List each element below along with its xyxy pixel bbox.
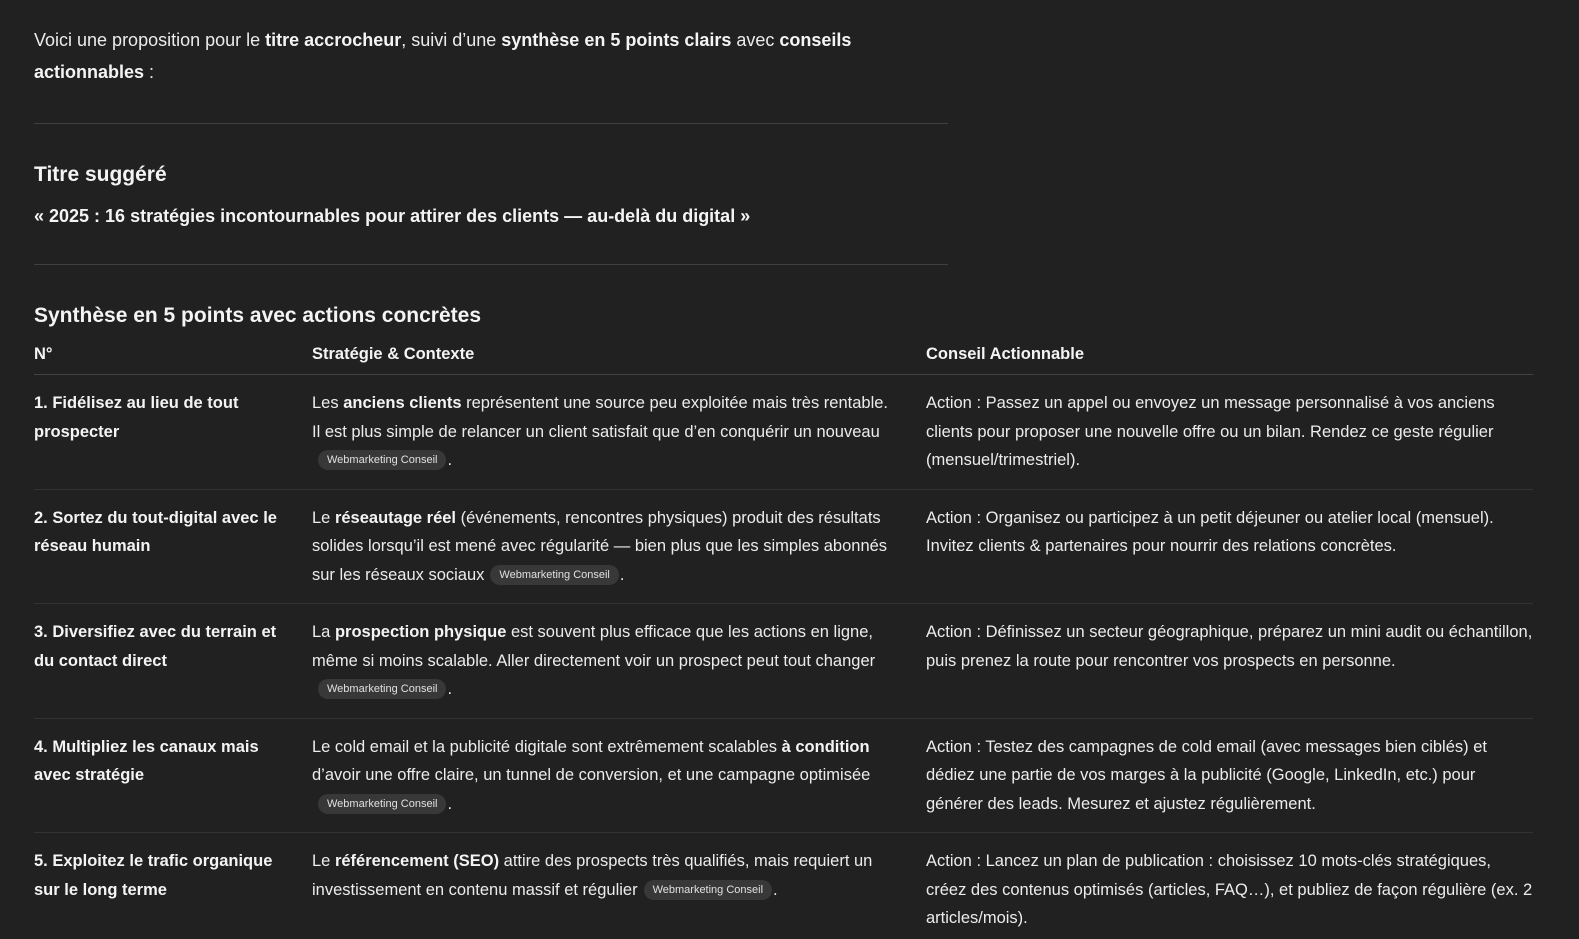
context-text: représentent une source peu exploitée mais très rentable. Il est plus simple de relancer un client satisfait que d’en conquérir un nouveau xyxy=(312,394,889,441)
context-text: . xyxy=(619,565,625,584)
row-action-cell: Action : Passez un appel ou envoyez un message personnalisé à vos anciens clients pour proposer une nouvelle offre ou un bilan. Rendez ce geste régulier (mensuel/trimestriel). xyxy=(926,375,1533,490)
row-context-cell xyxy=(312,604,926,719)
intro-paragraph xyxy=(34,24,894,88)
column-header-action: Conseil Actionnable xyxy=(926,342,1533,375)
intro-text: avec xyxy=(731,30,780,50)
context-text: . xyxy=(773,880,778,899)
context-bold: réseautage réel xyxy=(334,508,457,527)
intro-text: : xyxy=(144,62,155,82)
row-title: 3. Diversifiez avec du terrain et du contact direct xyxy=(34,623,277,670)
divider xyxy=(34,264,948,265)
row-title-cell xyxy=(34,718,312,833)
context-text: attire des prospects très qualifiés, mais requiert un investissement en contenu massif et régulier xyxy=(312,852,873,899)
row-context-cell xyxy=(312,833,926,939)
column-header-number: N° xyxy=(34,342,312,375)
title-heading: Titre suggéré xyxy=(34,163,167,186)
row-context-cell xyxy=(312,375,926,490)
context-bold: prospection physique xyxy=(334,623,507,641)
context-text: d’avoir une offre claire, un tunnel de conversion, et une campagne optimisée xyxy=(312,766,871,784)
row-title: 2. Sortez du tout-digital avec le réseau humain xyxy=(34,508,277,555)
row-context xyxy=(312,618,892,704)
context-text: . xyxy=(447,794,453,813)
intro-bold: conseils actionnables xyxy=(34,30,852,82)
row-context xyxy=(312,847,892,904)
table-header-row xyxy=(34,342,1533,375)
suggested-title: « 2025 : 16 stratégies incontournables pour attirer des clients — au-delà du digital » xyxy=(34,206,751,226)
context-text: Le xyxy=(312,508,335,527)
row-context xyxy=(312,733,892,819)
table-row xyxy=(34,375,1533,490)
row-title: 5. Exploitez le trafic organique sur le long terme xyxy=(34,852,273,899)
context-text: Les xyxy=(312,394,344,412)
row-title-cell xyxy=(34,833,312,939)
intro-text: , suivi d’une xyxy=(401,30,502,50)
summary-heading: Synthèse en 5 points avec actions concrètes xyxy=(34,304,482,327)
row-context xyxy=(312,504,892,590)
row-action-cell: Action : Testez des campagnes de cold email (avec messages bien ciblés) et dédiez une partie de vos marges à la publicité (Google, LinkedIn, etc.) pour générer des leads. Mesurez et ajustez régulièrement. xyxy=(926,718,1533,833)
row-context-cell xyxy=(312,718,926,833)
context-bold: référencement (SEO) xyxy=(334,852,500,870)
row-action-cell: Action : Définissez un secteur géographique, préparez un mini audit ou échantillon, puis prenez la route pour rencontrer vos prospects en personne. xyxy=(926,604,1533,719)
source-citation-pill[interactable]: Webmarketing Conseil xyxy=(318,794,446,814)
row-title: 1. Fidélisez au lieu de tout prospecter xyxy=(34,394,239,441)
context-text: Le cold email et la publicité digitale sont extrêmement scalables xyxy=(312,737,782,756)
row-context-cell xyxy=(312,489,926,604)
row-action-cell: Action : Lancez un plan de publication : choisissez 10 mots-clés stratégiques, créez des contenus optimisés (articles, FAQ…), et publiez de façon régulière (ex. 2 articles/mois). xyxy=(926,852,1533,927)
row-title: 4. Multipliez les canaux mais avec stratégie xyxy=(34,737,259,784)
context-text: . xyxy=(447,680,453,698)
context-text: La xyxy=(312,623,335,641)
context-text: . xyxy=(447,451,453,469)
table-row xyxy=(34,833,1533,939)
row-action-cell: Action : Organisez ou participez à un petit déjeuner ou atelier local (mensuel). Invitez clients & partenaires pour nourrir des relations concrètes. xyxy=(926,489,1533,604)
summary-table xyxy=(34,342,1533,939)
intro-bold: synthèse en 5 points clairs xyxy=(501,30,732,50)
column-header-strategy: Stratégie & Contexte xyxy=(312,342,926,375)
table-row xyxy=(34,718,1533,833)
source-citation-pill[interactable]: Webmarketing Conseil xyxy=(644,880,772,900)
source-citation-pill[interactable]: Webmarketing Conseil xyxy=(490,565,618,585)
context-text: (événements, rencontres physiques) produit des résultats solides lorsqu’il est mené avec régularité — bien plus que les simples abonnés sur les réseaux sociaux xyxy=(312,508,888,584)
context-bold: à condition xyxy=(781,737,870,756)
table-row xyxy=(34,489,1533,604)
row-title-cell xyxy=(34,604,312,719)
context-text: est souvent plus efficace que les actions en ligne, même si moins scalable. Aller directement voir un prospect peut tout changer xyxy=(312,623,876,670)
context-bold: anciens clients xyxy=(343,394,462,412)
intro-text: Voici une proposition pour le xyxy=(34,30,266,50)
context-text: Le xyxy=(312,852,335,870)
row-context xyxy=(312,389,892,475)
source-citation-pill[interactable]: Webmarketing Conseil xyxy=(318,679,446,699)
row-title-cell xyxy=(34,489,312,604)
divider xyxy=(34,123,948,124)
row-title-cell xyxy=(34,375,312,490)
source-citation-pill[interactable]: Webmarketing Conseil xyxy=(318,450,446,470)
table-row xyxy=(34,604,1533,719)
intro-bold: titre accrocheur xyxy=(265,30,402,50)
